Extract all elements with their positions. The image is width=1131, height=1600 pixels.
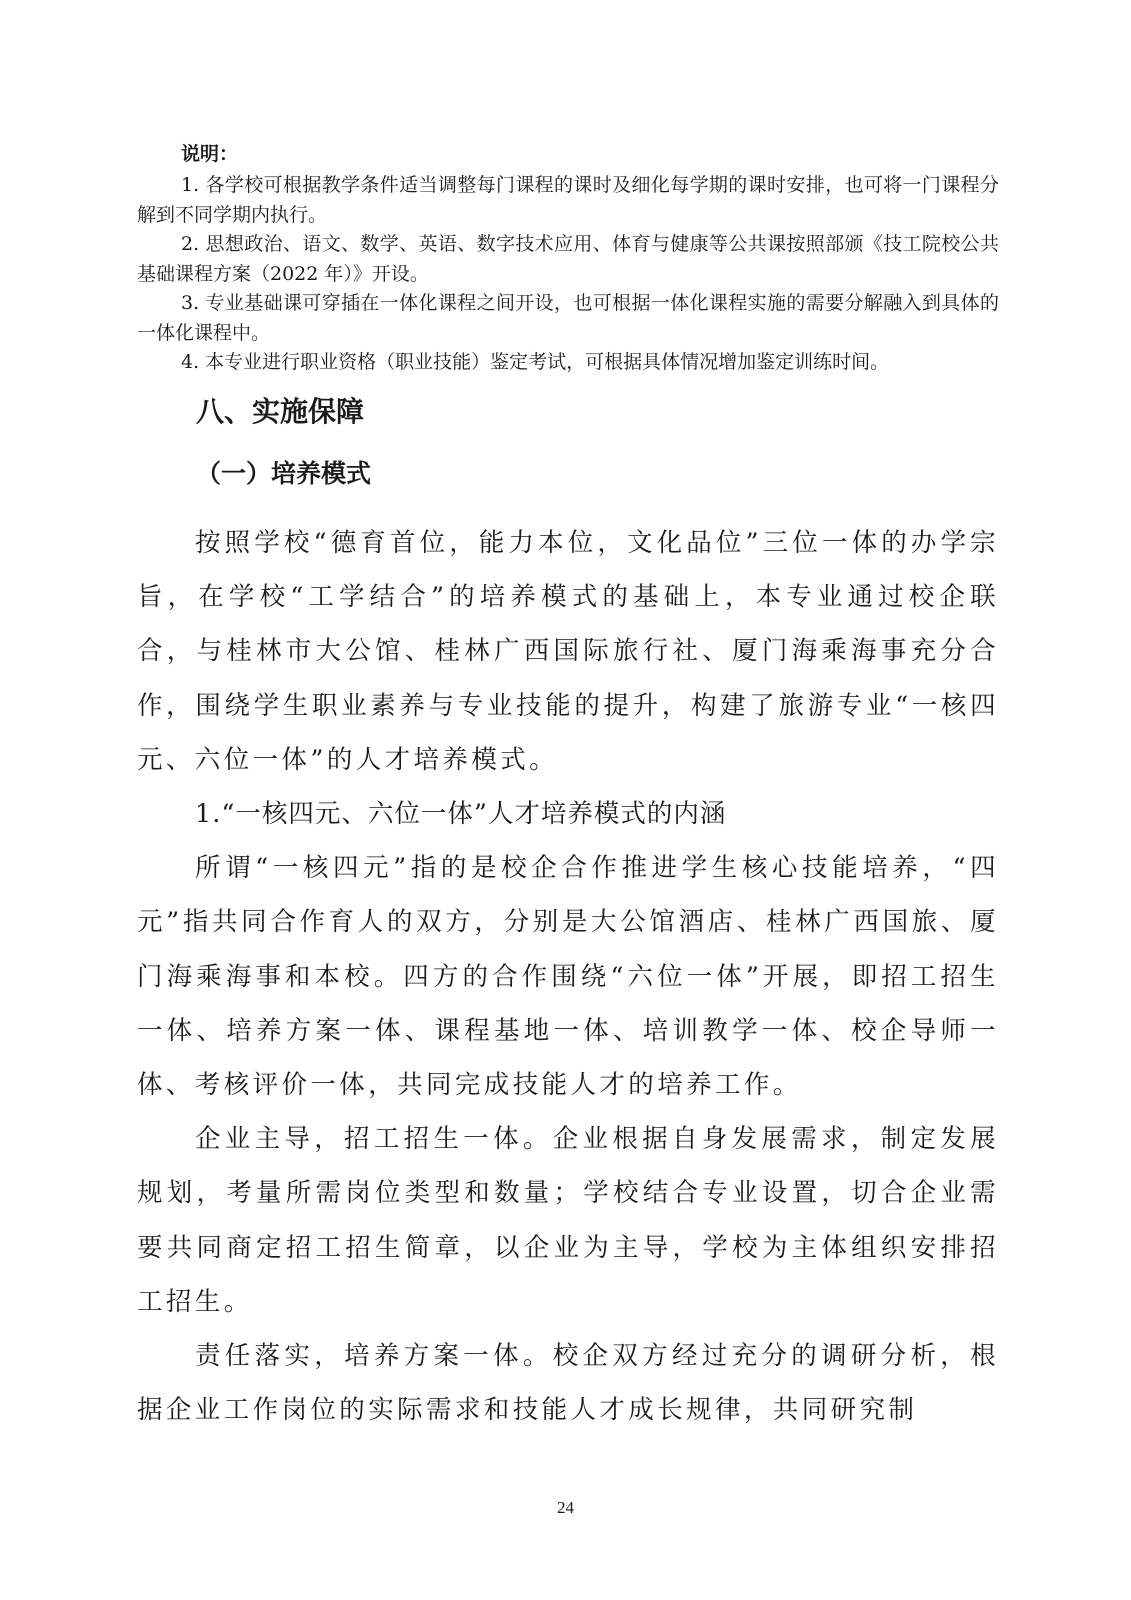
section-heading: 八、实施保障 xyxy=(196,395,365,428)
note-item: 3. 专业基础课可穿插在一体化课程之间开设，也可根据一体化课程实施的需要分解融入到具体的一体化课程中。 xyxy=(137,292,999,344)
note-item: 2. 思想政治、语文、数学、英语、数字技术应用、体育与健康等公共课按照部颁《技工院校公共基础课程方案（2022 年）》开设。 xyxy=(137,233,999,285)
paragraph-subtitle: 1.“一核四元、六位一体”人才培养模式的内涵 xyxy=(195,799,727,830)
paragraph: 所谓“一核四元”指的是校企合作推进学生核心技能培养，“四元”指共同合作育人的双方，分别是大公馆酒店、桂林广西国旅、厦门海乘海事和本校。四方的合作围绕“六位一体”开展，即招工招生一体、培养方案一体、课程基地一体、培训教学一体、校企导师一体、考核评价一体，共同完成技能人才的培养工作。 xyxy=(137,853,999,1101)
subsection-heading: （一）培养模式 xyxy=(196,459,372,488)
paragraph: 责任落实，培养方案一体。校企双方经过充分的调研分析，根据企业工作岗位的实际需求和技能人才成长规律，共同研究制 xyxy=(137,1341,999,1426)
notes-title: 说明： xyxy=(181,143,239,165)
note-item: 1. 各学校可根据教学条件适当调整每门课程的课时及细化每学期的课时安排，也可将一门课程分解到不同学期内执行。 xyxy=(137,174,999,226)
notes-block xyxy=(137,137,999,378)
note-item: 4. 本专业进行职业资格（职业技能）鉴定考试，可根据具体情况增加鉴定训练时间。 xyxy=(181,351,890,373)
paragraph: 企业主导，招工招生一体。企业根据自身发展需求，制定发展规划，考量所需岗位类型和数量；学校结合专业设置，切合企业需要共同商定招工招生简章，以企业为主导，学校为主体组织安排招工招生。 xyxy=(137,1124,999,1317)
body-text xyxy=(137,516,999,1437)
paragraph: 按照学校“德育首位，能力本位，文化品位”三位一体的办学宗旨，在学校“工学结合”的培养模式的基础上，本专业通过校企联合，与桂林市大公馆、桂林广西国际旅行社、厦门海乘海事充分合作，围绕学生职业素养与专业技能的提升，构建了旅游专业“一核四元、六位一体”的人才培养模式。 xyxy=(137,528,999,775)
page-number: 24 xyxy=(557,1498,574,1517)
